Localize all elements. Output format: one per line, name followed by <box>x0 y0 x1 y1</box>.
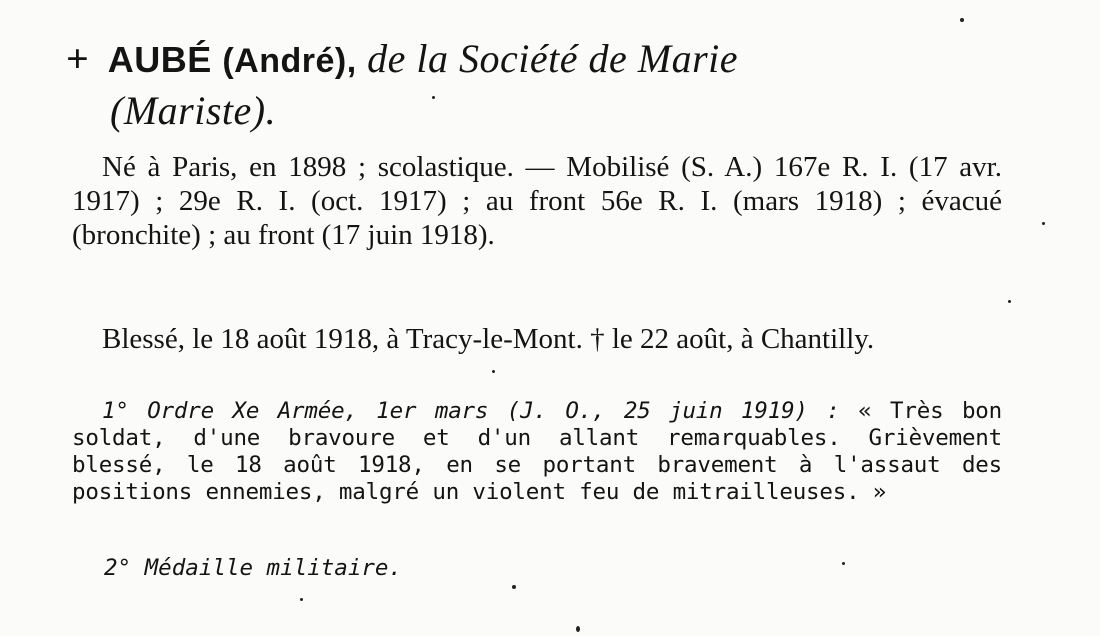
wounded-text: Blessé, le 18 août 1918, à Tracy-le-Mont. † le 22 août, à Chantilly. <box>102 323 875 355</box>
ink-speck <box>576 626 580 632</box>
medal-line: 2° Médaille militaire. <box>104 555 403 581</box>
entry-society: de la Société de Marie <box>367 36 739 81</box>
biography-text: Né à Paris, en 1898 ; scolastique. — Mobilisé (S. A.) 167e R. I. (17 avr. 1917) ; 29e R. I. (oct. 1917) ; au front 56e R. I. (mars 1918) ; évacué (bronchite) ; au front (17 juin 1918). <box>72 151 1002 251</box>
ink-speck <box>842 562 845 565</box>
citation-paragraph <box>72 398 1002 506</box>
entry-given-name: (André), <box>222 42 357 80</box>
ink-speck <box>1008 300 1011 303</box>
citation-text: « Très bon soldat, d'une bravoure et d'un allant remarquables. Grièvement blessé, le 18 août 1918, en se portant bravement à l'assaut des positions ennemies, malgré un violent feu de mitrailleuses. » <box>72 398 1002 505</box>
ink-speck <box>300 598 303 601</box>
ink-speck <box>512 585 516 589</box>
ink-speck <box>492 370 495 373</box>
biography-paragraph <box>72 150 1002 252</box>
death-cross: + <box>66 36 90 81</box>
citation-reference: 1° Ordre Xe Armée, 1er mars (J. O., 25 juin 1919) : <box>102 398 840 424</box>
wounded-paragraph <box>72 322 1002 356</box>
entry-order: (Mariste). <box>110 88 277 133</box>
ink-speck <box>960 18 964 22</box>
entry-surname: AUBÉ <box>107 39 212 80</box>
ink-speck <box>1042 222 1045 225</box>
ink-speck <box>432 96 435 99</box>
entry-heading <box>66 34 1026 136</box>
